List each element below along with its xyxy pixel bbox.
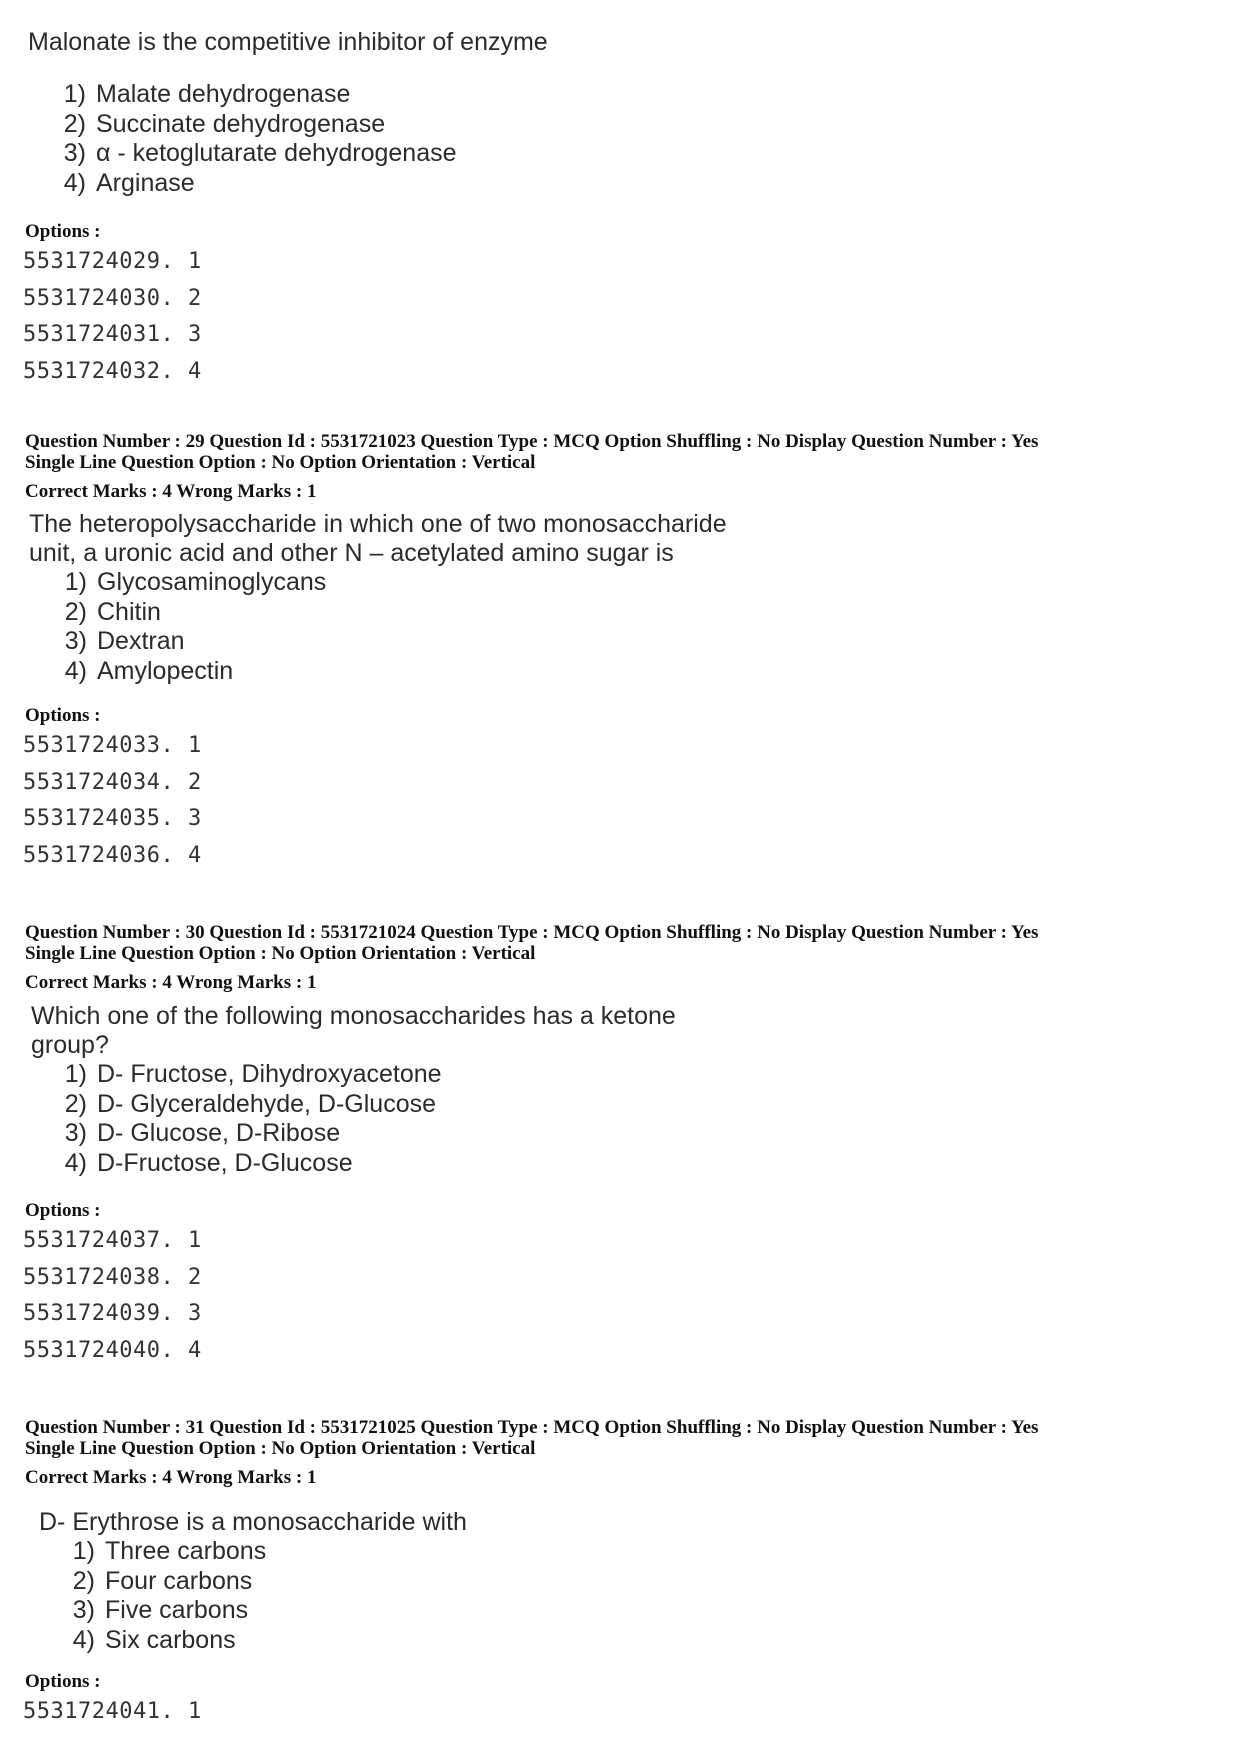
choice-list (49, 568, 727, 686)
choice-item: 1) Malate dehydrogenase (63, 80, 351, 108)
option-id: 5531724038. 2 (23, 1265, 202, 1290)
question-meta-line: Single Line Question Option : No Option Orientation : Vertical (25, 1438, 536, 1459)
choice-item: 3) Five carbons (72, 1596, 249, 1624)
question-meta-line: Question Number : 29 Question Id : 5531721023 Question Type : MCQ Option Shuffling : No Display Question Number : Yes (25, 431, 1039, 452)
options-label: Options : (25, 705, 101, 726)
question-meta-line: Question Number : 30 Question Id : 5531721024 Question Type : MCQ Option Shuffling : No Display Question Number : Yes (25, 922, 1039, 943)
option-id: 5531724037. 1 (23, 1228, 202, 1253)
choice-item: 3) D- Glucose, D-Ribose (64, 1119, 341, 1147)
choice-item: 1) Glycosaminoglycans (64, 568, 327, 596)
choice-item: 4) Six carbons (72, 1625, 236, 1654)
choice-item: 4) D-Fructose, D-Glucose (64, 1148, 353, 1177)
option-id: 5531724032. 4 (23, 359, 202, 384)
option-id: 5531724034. 2 (23, 770, 202, 795)
marks-line: Correct Marks : 4 Wrong Marks : 1 (25, 481, 317, 502)
option-id: 5531724030. 2 (23, 286, 202, 311)
question-text: group? (31, 1031, 109, 1059)
option-id: 5531724035. 3 (23, 806, 202, 831)
choice-list (48, 80, 548, 198)
choice-item: 2) D- Glyceraldehyde, D-Glucose (64, 1089, 437, 1118)
question-image (28, 28, 548, 198)
choice-list (49, 1060, 676, 1178)
question-image (39, 1508, 467, 1655)
choice-item: 2) Chitin (64, 597, 161, 626)
question-image (29, 510, 727, 686)
question-text: unit, a uronic acid and other N – acetylated amino sugar is (29, 539, 674, 567)
marks-line: Correct Marks : 4 Wrong Marks : 1 (25, 972, 317, 993)
option-id: 5531724033. 1 (23, 733, 202, 758)
choice-item: 4) Arginase (63, 168, 195, 197)
choice-item: 2) Four carbons (72, 1566, 253, 1595)
choice-item: 3) Dextran (64, 627, 185, 655)
question-text: Which one of the following monosaccharides has a ketone (31, 1002, 676, 1030)
question-text: Malonate is the competitive inhibitor of enzyme (28, 28, 548, 56)
marks-line: Correct Marks : 4 Wrong Marks : 1 (25, 1467, 317, 1488)
option-id: 5531724039. 3 (23, 1301, 202, 1326)
option-id: 5531724036. 4 (23, 843, 202, 868)
choice-item: 1) D- Fructose, Dihydroxyacetone (64, 1060, 442, 1088)
question-meta-line: Question Number : 31 Question Id : 5531721025 Question Type : MCQ Option Shuffling : No Display Question Number : Yes (25, 1417, 1039, 1438)
choice-item: 1) Three carbons (72, 1537, 267, 1565)
option-id: 5531724029. 1 (23, 249, 202, 274)
options-label: Options : (25, 1671, 101, 1692)
question-text: D- Erythrose is a monosaccharide with (39, 1508, 467, 1536)
option-id: 5531724040. 4 (23, 1338, 202, 1363)
option-id: 5531724031. 3 (23, 322, 202, 347)
question-text: The heteropolysaccharide in which one of two monosaccharide (29, 510, 727, 538)
question-meta-line: Single Line Question Option : No Option Orientation : Vertical (25, 943, 536, 964)
choice-item: 4) Amylopectin (64, 656, 234, 685)
question-image (31, 1002, 676, 1178)
option-id: 5531724041. 1 (23, 1699, 202, 1724)
question-meta-line: Single Line Question Option : No Option Orientation : Vertical (25, 452, 536, 473)
choice-item: 3) α - ketoglutarate dehydrogenase (63, 139, 457, 167)
options-label: Options : (25, 1200, 101, 1221)
choice-list (57, 1537, 467, 1655)
choice-item: 2) Succinate dehydrogenase (63, 109, 386, 138)
options-label: Options : (25, 221, 101, 242)
